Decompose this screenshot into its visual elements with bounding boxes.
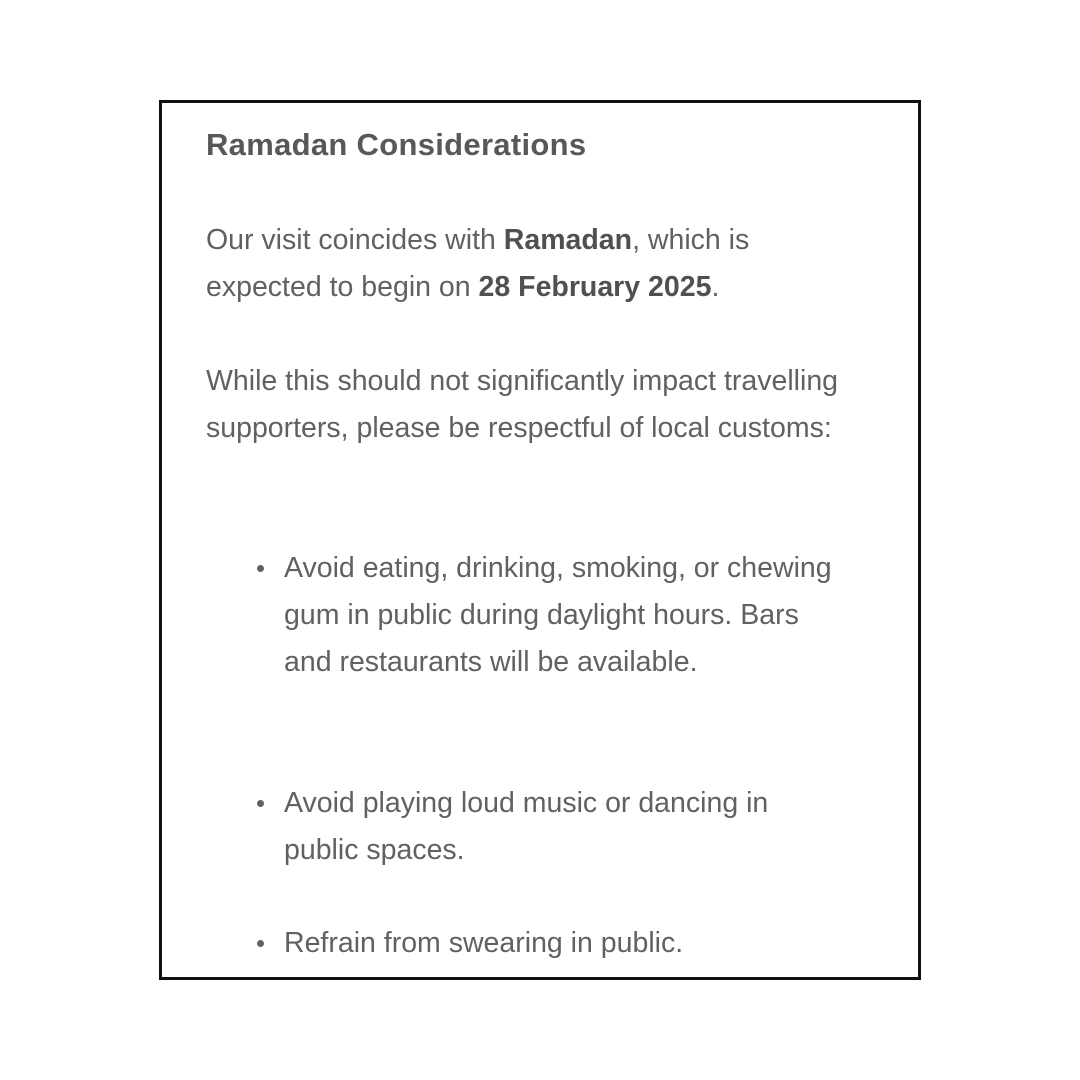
- list-item-text: Avoid eating, drinking, smoking, or chewing gum in public during daylight hours. Bars and restaurants will be available.: [284, 552, 832, 678]
- notice-card: [159, 100, 921, 980]
- intro-date-highlight: 28 February 2025: [478, 271, 712, 303]
- intro-text-before: Our visit coincides with: [206, 224, 504, 256]
- bullet-dot-icon: [257, 940, 264, 947]
- notice-title: Ramadan Considerations: [206, 127, 587, 162]
- bullet-dot-icon: [257, 800, 264, 807]
- advice-paragraph: While this should not significantly impact travelling supporters, please be respectful of local customs:: [206, 365, 839, 444]
- intro-text-middle: , which is expected to begin on: [206, 224, 750, 303]
- bullet-dot-icon: [257, 565, 264, 572]
- list-item-text: Refrain from swearing in public.: [284, 927, 684, 959]
- intro-event-highlight: Ramadan: [503, 224, 633, 256]
- intro-text-after: .: [711, 271, 720, 303]
- list-item-text: Avoid playing loud music or dancing in public spaces.: [284, 787, 769, 866]
- intro-paragraph: [206, 217, 866, 311]
